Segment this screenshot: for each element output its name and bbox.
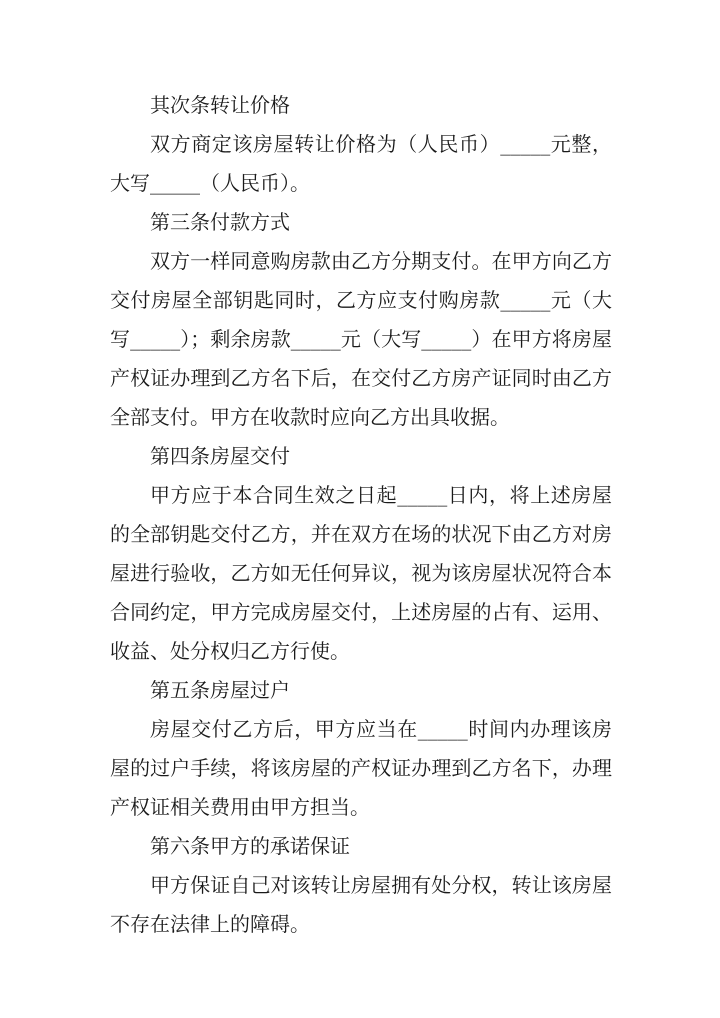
section-heading-price: 其次条转让价格	[150, 93, 290, 117]
section-heading-payment: 第三条付款方式	[150, 210, 290, 234]
section-body-delivery: 甲方应于本合同生效之日起_____日内，将上述房屋的全部钥匙交付乙方，并在双方在场的状况下由乙方对房屋进行验收，乙方如无任何异议，视为该房屋状况符合本合同约定，甲方完成房屋交付，上述房屋的占有、运用、收益、处分权归乙方行使。	[110, 483, 612, 663]
section-body-transfer: 房屋交付乙方后，甲方应当在_____时间内办理该房屋的过户手续，将该房屋的产权证办理到乙方名下，办理产权证相关费用由甲方担当。	[110, 717, 612, 819]
document-body	[110, 86, 612, 944]
section-heading-delivery: 第四条房屋交付	[150, 444, 290, 468]
section-body-price: 双方商定该房屋转让价格为（人民币）_____元整，大写_____（人民币）。	[110, 132, 612, 195]
section-heading-guarantee: 第六条甲方的承诺保证	[150, 834, 350, 858]
section-heading-transfer: 第五条房屋过户	[150, 678, 290, 702]
section-body-guarantee: 甲方保证自己对该转让房屋拥有处分权，转让该房屋不存在法律上的障碍。	[110, 873, 612, 936]
section-body-payment: 双方一样同意购房款由乙方分期支付。在甲方向乙方交付房屋全部钥匙同时，乙方应支付购房款_____元（大写_____）；剩余房款_____元（大写_____）在甲方将房屋产权证办理到乙方名下后，在交付乙方房产证同时由乙方全部支付。甲方在收款时应向乙方出具收据。	[110, 249, 612, 429]
